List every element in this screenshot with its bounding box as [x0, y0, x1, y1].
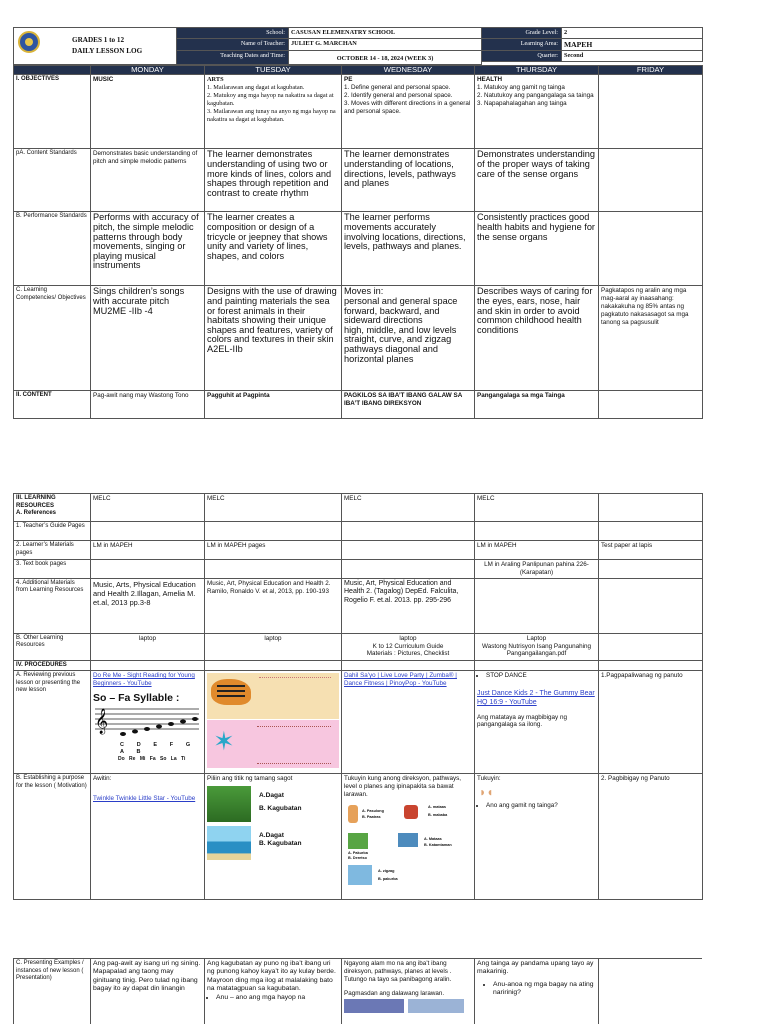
- grade-label: Grade Level:: [482, 28, 562, 39]
- additional-materials-wed: Music, Art, Physical Education and Health 2. (Tagalog) DepEd. Falculita, Rogelio F. et.al. 2013. pp. 295-296: [342, 578, 475, 633]
- objectives-wed: PE 1. Define general and personal space. 2. Identify general and personal space. 3. Moves with different directions in a general and personal space.: [342, 75, 475, 149]
- purpose-wed: Tukuyin kung anong direksyon, pathways, level o planes ang ipinapakita sa bawat larawan. A. Pasulong B. Paatras A. mataas B. mababa A. Pakurba B. Deretso A. Mataas B. Katamtaman A. zigzag B. pakurba: [342, 774, 475, 900]
- melc-tue: MELC: [205, 494, 342, 522]
- stop-dance-bullet: • STOP DANCE: [486, 672, 596, 680]
- presentation-row: [14, 959, 703, 1024]
- purpose-tue: Piliin ang titik ng tamang sagot A.Dagat B. Kagubatan A.Dagat B. Kagubatan: [205, 774, 342, 900]
- presentation-wed: Ngayong alam mo na ang iba’t ibang direksyon, pathways, planes at levels . Tutungo na tayo sa panibagong aralin. Pagmasdan ang dalawang larawan.: [342, 959, 475, 1024]
- forest-image: [207, 786, 251, 822]
- twinkle-link[interactable]: Twinkle Twinkle Little Star - YouTube: [93, 795, 196, 803]
- presentation-image-1: [344, 999, 404, 1013]
- other-resources-wed: laptop K to 12 Curriculum Guide Materials : Pictures, Checklist: [342, 633, 475, 660]
- other-resources-thu: Laptop Wastong Nutrisyon Isang Pangunahing Pangangailangan.pdf: [475, 633, 599, 660]
- do-re-me-link[interactable]: Do Re Me - Sight Reading for Young Beginners - YouTube: [93, 672, 195, 688]
- day-monday: MONDAY: [91, 66, 205, 75]
- learners-materials-tue: LM in MAPEH pages: [205, 541, 342, 560]
- melc-wed: MELC: [342, 494, 475, 522]
- references-row: [14, 494, 703, 522]
- competencies-thu: Describes ways of caring for the eyes, ears, nose, hair and skin in order to avoid common childhood health conditions: [475, 286, 599, 391]
- resources-table: [13, 493, 703, 900]
- form-title-cell: [14, 28, 177, 65]
- performance-standards-row: [14, 212, 703, 286]
- review-wed: [342, 671, 475, 774]
- performance-standards-wed: The learner performs movements accurately involving locations, directions, levels, pathways and planes.: [342, 212, 475, 286]
- learners-materials-mon: LM in MAPEH: [91, 541, 205, 560]
- dates-label: Teaching Dates and Time:: [177, 51, 289, 65]
- review-row: [14, 671, 703, 774]
- additional-materials-label: 4. Additional Materials from Learning Resources: [14, 578, 91, 633]
- content-standards-fri: [599, 149, 703, 212]
- content-fri: [599, 391, 703, 419]
- textbook-thu: LM in Araling Panlipunan pahina 226-(Karapatan): [475, 560, 599, 579]
- so-fa-title: So – Fa Syllable :: [93, 691, 180, 704]
- teachers-guide-label: 1. Teacher’s Guide Pages: [14, 522, 91, 541]
- objectives-mon: MUSIC: [91, 75, 205, 149]
- teachers-guide-row: [14, 522, 703, 541]
- additional-materials-row: [14, 578, 703, 633]
- melc-thu: MELC: [475, 494, 599, 522]
- purpose-fri: 2. Pagbibigay ng Panuto: [599, 774, 703, 900]
- day-thursday: THURSDAY: [475, 66, 599, 75]
- other-resources-mon: laptop: [91, 633, 205, 660]
- sea-image: [207, 826, 251, 860]
- performance-standards-mon: Performs with accuracy of pitch, the simple melodic patterns through body movements, singing or playing musical instruments: [91, 212, 205, 286]
- day-friday: FRIDAY: [599, 66, 703, 75]
- teacher-label: Name of Teacher:: [177, 38, 289, 50]
- content-standards-tue: The learner demonstrates understanding of using two or more kinds of lines, colors and shapes through repetition and contrast to create rhythm: [205, 149, 342, 212]
- content-wed: PAGKILOS SA IBA’T IBANG GALAW SA IBA’T IBANG DIREKSYON: [342, 391, 475, 419]
- competencies-wed: Moves in: personal and general space forward, backward, and sideward directions high, middle, and low levels straight, curve, and zigzag pathways diagonal and horizontal planes: [342, 286, 475, 391]
- content-standards-mon: Demonstrates basic understanding of pitch and simple melodic patterns: [91, 149, 205, 212]
- presentation-thu: Ang tainga ay pandama upang tayo ay makarinig. • Anu-anoa ng mga bagay na ating naririnig?: [475, 959, 599, 1024]
- review-label: A. Reviewing previous lesson or presenting the new lesson: [14, 671, 91, 774]
- music-staff-icon: [93, 705, 201, 743]
- content-tue: Pagguhit at Pagpinta: [205, 391, 342, 419]
- lesson-log-page-3: [13, 958, 702, 1024]
- note-letters: C D E F G A B: [120, 741, 196, 755]
- content-standards-thu: Demonstrates understanding of the proper ways of taking care of the sense organs: [475, 149, 599, 212]
- day-wednesday: WEDNESDAY: [342, 66, 475, 75]
- presentation-fri: [599, 959, 703, 1024]
- dahil-sayo-link[interactable]: Dahil Sa'yo | Live Love Party | Zumba® | Dance Fitness | PinoyPop - YouTube: [344, 672, 457, 688]
- ear-question: • Ano ang gamit ng tainga?: [486, 802, 596, 810]
- performance-standards-label: B. Performance Standards: [14, 212, 91, 286]
- deped-seal-icon: [18, 31, 40, 53]
- form-subtitle: DAILY LESSON LOG: [72, 47, 143, 55]
- review-mon: [91, 671, 205, 774]
- day-header-row: [14, 66, 703, 75]
- tukuyin-wed-text: Tukuyin kung anong direksyon, pathways, level o planes ang ipinapakita sa bawat larawan.: [344, 775, 462, 798]
- other-resources-label: B. Other Learning Resources: [14, 633, 91, 660]
- presentation-label: C. Presenting Examples / instances of new lesson ( Presentation): [14, 959, 91, 1024]
- textbook-label: 3. Text book pages: [14, 560, 91, 579]
- performance-standards-thu: Consistently practices good health habits and hygiene for the sense organs: [475, 212, 599, 286]
- review-fri: 1.Pagpapaliwanag ng panuto: [599, 671, 703, 774]
- piliin-text: Piliin ang titik ng tamang sagot: [207, 775, 293, 783]
- learners-materials-fri: Test paper at lapis: [599, 541, 703, 560]
- lesson-log-page-2: [13, 493, 702, 900]
- presentation-image-2: [408, 999, 464, 1013]
- procedures-row: [14, 660, 703, 671]
- objectives-row: [14, 75, 703, 149]
- resources-label: III. LEARNING RESOURCES A. References: [14, 494, 91, 522]
- tukuyin-thu-text: Tukuyin:: [477, 775, 501, 783]
- teacher-value: JULIET G. MARCHAN: [289, 38, 482, 50]
- starfish-image: ✶: [207, 720, 339, 768]
- performance-standards-fri: [599, 212, 703, 286]
- learners-materials-label: 2. Learner’s Materials pages: [14, 541, 91, 560]
- ear-icon: ◗◖: [479, 785, 494, 800]
- school-value: CASUSAN ELEMENATRY SCHOOL: [289, 28, 482, 39]
- objectives-label: I. OBJECTIVES: [14, 75, 91, 149]
- objectives-fri: [599, 75, 703, 149]
- purpose-row: [14, 774, 703, 900]
- competencies-tue: Designs with the use of drawing and painting materials the sea or forest animals in their habitats showing their unique shapes and features, variety of colors and textures in their skin A2EL-IIb: [205, 286, 342, 391]
- content-row: [14, 391, 703, 419]
- melc-mon: MELC: [91, 494, 205, 522]
- content-standards-row: [14, 149, 703, 212]
- content-thu: Pangangalaga sa mga Tainga: [475, 391, 599, 419]
- competencies-fri: Pagkatapos ng aralin ang mga mag-aaral ay inaasahang: nakakakuha ng 85% antas ng pagkatuto nakasasagot sa mga tanong sa pagsusulit: [599, 286, 703, 391]
- quarter-value: Second: [562, 51, 703, 62]
- other-resources-tue: laptop: [205, 633, 342, 660]
- content-mon: Pag-awit nang may Wastong Tono: [91, 391, 205, 419]
- review-thu-text: Ang matataya ay magbibigay ng pangangalaga sa ilong.: [477, 713, 567, 729]
- content-label: II. CONTENT: [14, 391, 91, 419]
- awitin-text: Awitin:: [93, 775, 112, 783]
- tiger-image: [207, 673, 339, 719]
- purpose-thu: [475, 774, 599, 900]
- additional-materials-mon: Music, Arts, Physical Education and Health 2.Illagan, Amelia M. et.al, 2013 pp.3-8: [91, 578, 205, 633]
- gummy-bear-link[interactable]: Just Dance Kids 2 - The Gummy Bear HQ 16:9 - YouTube: [477, 690, 595, 706]
- competencies-row: [14, 286, 703, 391]
- review-tue: [205, 671, 342, 774]
- objectives-table: [13, 65, 703, 419]
- objectives-tue: ARTS 1. Mailarawan ang dagat at kagubatan. 2. Matukoy ang mga hayop na nakatira sa dagat at kagubatan. 3. Mailarawan ang tunay na anyo ng mga hayop na nakatira sa dagat at kagubatan.: [205, 75, 342, 149]
- review-thu: [475, 671, 599, 774]
- school-label: School:: [177, 28, 289, 39]
- presentation-tue: Ang kagubatan ay puno ng iba’t ibang uri ng punong kahoy kaya’t ito ay kulay berde. Mayroon ding mga ilog at malalaking bato na matatagpuan sa kagubatan. • Anu – ano ang mga hayop na: [205, 959, 342, 1024]
- textbook-row: [14, 560, 703, 579]
- day-tuesday: TUESDAY: [205, 66, 342, 75]
- competencies-label: C. Learning Competencies/ Objectives: [14, 286, 91, 391]
- learners-materials-row: [14, 541, 703, 560]
- header-table: [13, 27, 703, 65]
- objectives-thu: HEALTH 1. Matukoy ang gamit ng tainga 2. Natutukoy ang pangangalaga sa tainga 3. Napapahalagahan ang tainga: [475, 75, 599, 149]
- procedures-label: IV. PROCEDURES: [14, 660, 91, 671]
- presentation-table: [13, 958, 702, 1024]
- performance-standards-tue: The learner creates a composition or design of a tricycle or jeepney that shows unity and variety of lines, shapes, and colors: [205, 212, 342, 286]
- competencies-mon: Sings children’s songs with accurate pitch MU2ME -IIb -4: [91, 286, 205, 391]
- other-resources-row: [14, 633, 703, 660]
- svg-text:𝄞: 𝄞: [95, 709, 109, 735]
- lesson-log-page-1: [13, 27, 702, 419]
- area-value: MAPEH: [562, 38, 703, 50]
- presentation-mon: Ang pag-awit ay isang uri ng sining. Mapapalad ang taong may ginituang tinig. Pero tulad ng ibang bagay ito ay dapat din linangin: [91, 959, 205, 1024]
- grade-value: 2: [562, 28, 703, 39]
- content-standards-label: pA. Content Standards: [14, 149, 91, 212]
- content-standards-wed: The learner demonstrates understanding of locations, directions, levels, pathways and planes: [342, 149, 475, 212]
- learners-materials-thu: LM in MAPEH: [475, 541, 599, 560]
- dates-value: OCTOBER 14 - 18, 2024 (WEEK 3): [289, 51, 482, 65]
- note-syllables: Do Re Mi Fa So La Ti: [118, 755, 186, 762]
- area-label: Learning Area:: [482, 38, 562, 50]
- additional-materials-tue: Music, Art, Physical Education and Health 2. Ramilo, Ronaldo V. et al, 2013, pp. 190-193: [205, 578, 342, 633]
- purpose-mon: [91, 774, 205, 900]
- form-title: GRADES 1 to 12: [72, 36, 125, 44]
- quarter-label: Quarter:: [482, 51, 562, 62]
- purpose-label: B. Establishing a purpose for the lesson ( Motivation): [14, 774, 91, 900]
